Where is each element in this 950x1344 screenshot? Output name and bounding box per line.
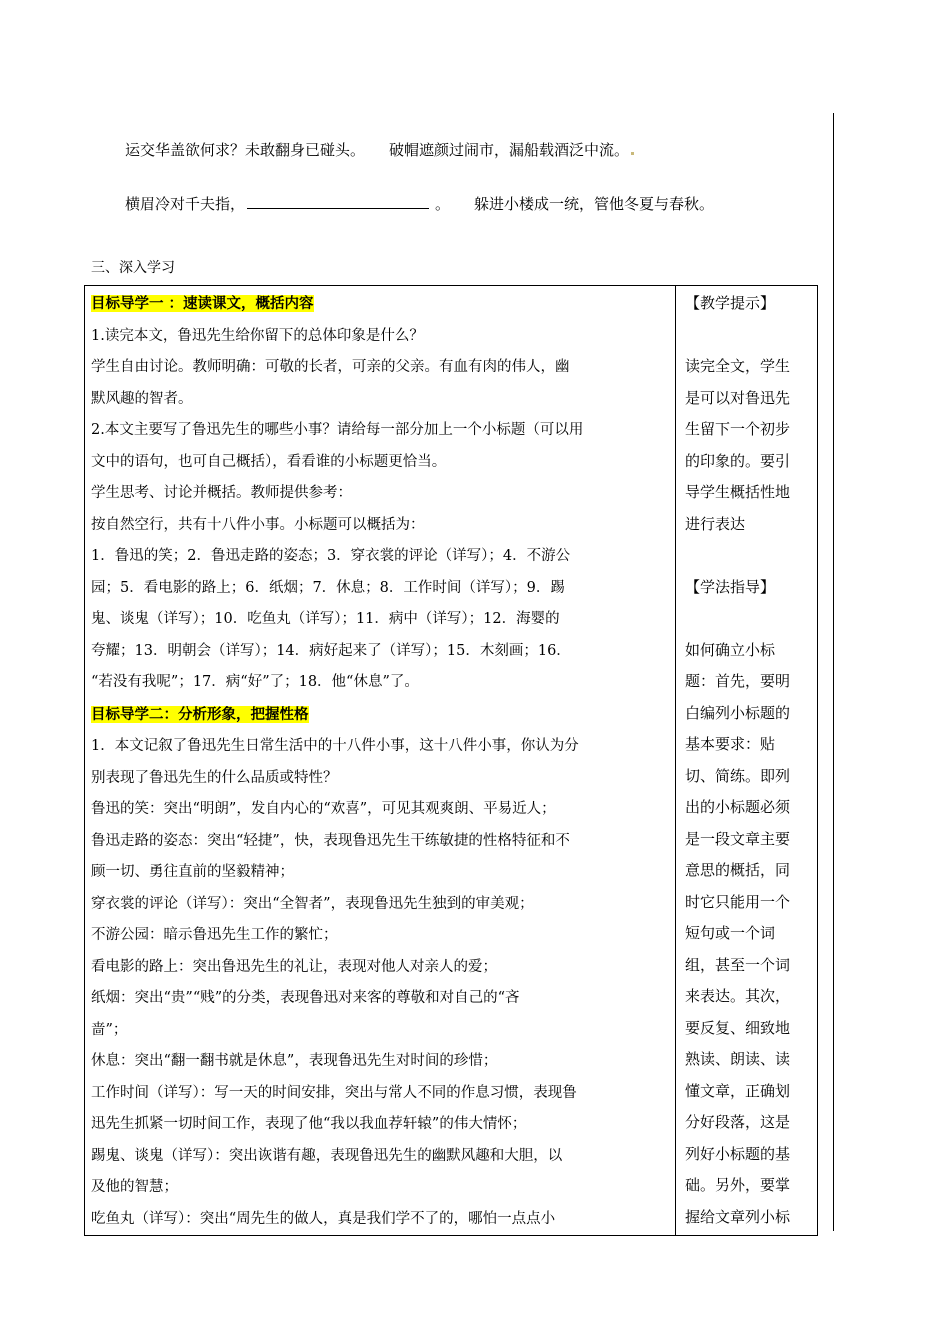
goal-2-line: 工作时间（详写）：写一天的时间安排，突出与常人不同的作息习惯，表现鲁 [91,1084,577,1101]
goal-1-line: 2.本文主要写了鲁迅先生的哪些小事？请给每一部分加上一个小标题（可以用 [91,422,584,438]
content-column [85,286,676,1236]
goal-2-line: 迅先生抓紧一切时间工作，表现了他“我以我血荐轩辕”的伟大情怀； [91,1116,527,1132]
study-guide-line: 列好小标题的基 [685,1144,791,1163]
study-guide-line: 础。另外，要掌 [685,1176,791,1194]
goal-2-line: 穿衣裳的评论（详写）：突出“全智者”，表现鲁迅先生独到的审美观； [91,895,534,912]
poem-line-2-first-half: 横眉冷对千夫指， [125,195,246,213]
study-guide-line: 如何确立小标 [685,640,776,659]
goal-1-line: 学生自由讨论。教师明确：可敬的长者，可亲的父亲。有血有肉的伟人，幽 [91,359,570,375]
study-guide-line: 题：首先，要明 [685,672,791,690]
study-guide-line: 意思的概括，同 [685,861,791,879]
teaching-tip-line: 的印象的。要引 [685,451,791,470]
text-mark [631,152,634,155]
study-guide-line: 要反复、细致地 [685,1018,791,1037]
study-guide-line: 分好段落，这是 [685,1113,791,1131]
teaching-tip-line: 进行表达 [685,514,746,533]
study-guide-line: 短句或一个词 [685,924,776,942]
goal-2-line: 顾一切、勇往直前的坚毅精神； [91,864,294,880]
poem-line-1 [125,139,634,160]
study-guide-line: 基本要求：贴 [685,735,776,753]
goal-2-line: 不游公园：暗示鲁迅先生工作的繁忙； [91,927,338,943]
study-guide-line: 是一段文章主要 [685,829,791,848]
goal-1-line: 鬼、谈鬼（详写）；10．吃鱼丸（详写）；11．病中（详写）；12．海婴的 [91,611,560,627]
goal-1-line: 文中的语句，也可自己概括），看看谁的小标题更恰当。 [91,453,447,470]
poem-line-2 [125,193,714,214]
teaching-tip-line: 导学生概括性地 [685,483,791,501]
goal-1-line: 夸耀；13．明朝会（详写）；14．病好起来了（详写）；15．木刻画；16． [91,642,571,659]
study-guide-line: 时它只能用一个 [685,892,791,911]
teaching-tip-line: 读完全文，学生 [685,357,791,375]
goal-2-line: 鲁迅走路的姿态：突出“轻捷”，快，表现鲁迅先生干练敏捷的性格特征和不 [91,832,570,849]
goal-1-line: “若没有我呢”；17．病“好”了；18．他“休息”了。 [91,674,419,690]
goal-2-line: 啬”； [91,1021,128,1038]
goal-2-line: 休息：突出“翻一翻书就是休息”，表现鲁迅先生对时间的珍惜； [91,1053,498,1069]
study-guide-line: 白编列小标题的 [685,703,791,722]
poem-line-1-first-half: 运交华盖欲何求？未敢翻身已碰头。 [125,141,366,159]
goal-1-line: 1．鲁迅的笑；2．鲁迅走路的姿态；3．穿衣裳的评论（详写）；4．不游公 [91,548,571,564]
study-guide-line: 出的小标题必须 [685,798,791,816]
poem-line-1-second-half: 破帽遮颜过闹市，漏船载酒泛中流。 [389,141,630,159]
goal-1-line: 园；5．看电影的路上；6．纸烟；7．休息；8．工作时间（详写）；9．踢 [91,579,565,596]
fill-in-blank[interactable] [247,194,429,209]
goal-2-line: 1．本文记叙了鲁迅先生日常生活中的十八件小事，这十八件小事，你认为分 [91,738,579,754]
goal-1-line: 默风趣的智者。 [91,390,193,407]
teaching-tip-heading: 【教学提示】 [685,294,776,312]
goal-2-line: 吃鱼丸（详写）：突出“周先生的做人，真是我们学不了的，哪怕一点点小 [91,1210,556,1227]
goal-2-line: 纸烟：突出“贵”“贱”的分类，表现鲁迅对来客的尊敬和对自己的“吝 [91,990,520,1006]
goal-1-line: 1.读完本文，鲁迅先生给你留下的总体印象是什么？ [91,327,424,344]
section-title: 三、深入学习 [91,260,175,276]
study-guide-line: 握给文章列小标 [685,1207,791,1226]
notes-column [676,286,818,1236]
study-guide-line: 组，甚至一个词 [685,955,791,974]
study-guide-line: 熟读、朗读、读 [685,1050,791,1068]
goal-2-line: 及他的智慧； [91,1179,178,1195]
goal-2-line: 别表现了鲁迅先生的什么品质或特性？ [91,769,338,786]
study-guide-heading: 【学法指导】 [685,577,776,596]
goal-2-line: 鲁迅的笑：突出“明朗”，发自内心的“欢喜”，可见其观爽朗、平易近人； [91,801,556,817]
teaching-tip-line: 生留下一个初步 [685,420,791,438]
teaching-tip-line: 是可以对鲁迅先 [685,388,791,407]
goal-1-line: 按自然空行，共有十八件小事。小标题可以概括为： [91,516,425,533]
poem-line-2-second-half: 躲进小楼成一统，管他冬夏与春秋。 [474,195,715,213]
study-guide-line: 懂文章，正确划 [685,1081,791,1100]
study-table [84,285,818,1236]
poem-line-2-period: 。 [435,195,451,213]
study-guide-line: 来表达。其次， [685,987,791,1005]
study-guide-line: 切、简练。即列 [685,766,791,785]
goal-2-heading: 目标导学二：分析形象，把握性格 [91,705,309,723]
goal-2-line: 踢鬼、谈鬼（详写）：突出诙谐有趣，表现鲁迅先生的幽默风趣和大胆，以 [91,1147,563,1164]
margin-rule [833,113,834,1231]
goal-2-line: 看电影的路上：突出鲁迅先生的礼让，表现对他人对亲人的爱； [91,958,497,975]
goal-1-heading: 目标导学一 ：速读课文，概括内容 [91,295,314,312]
goal-1-line: 学生思考、讨论并概括。教师提供参考： [91,485,352,501]
